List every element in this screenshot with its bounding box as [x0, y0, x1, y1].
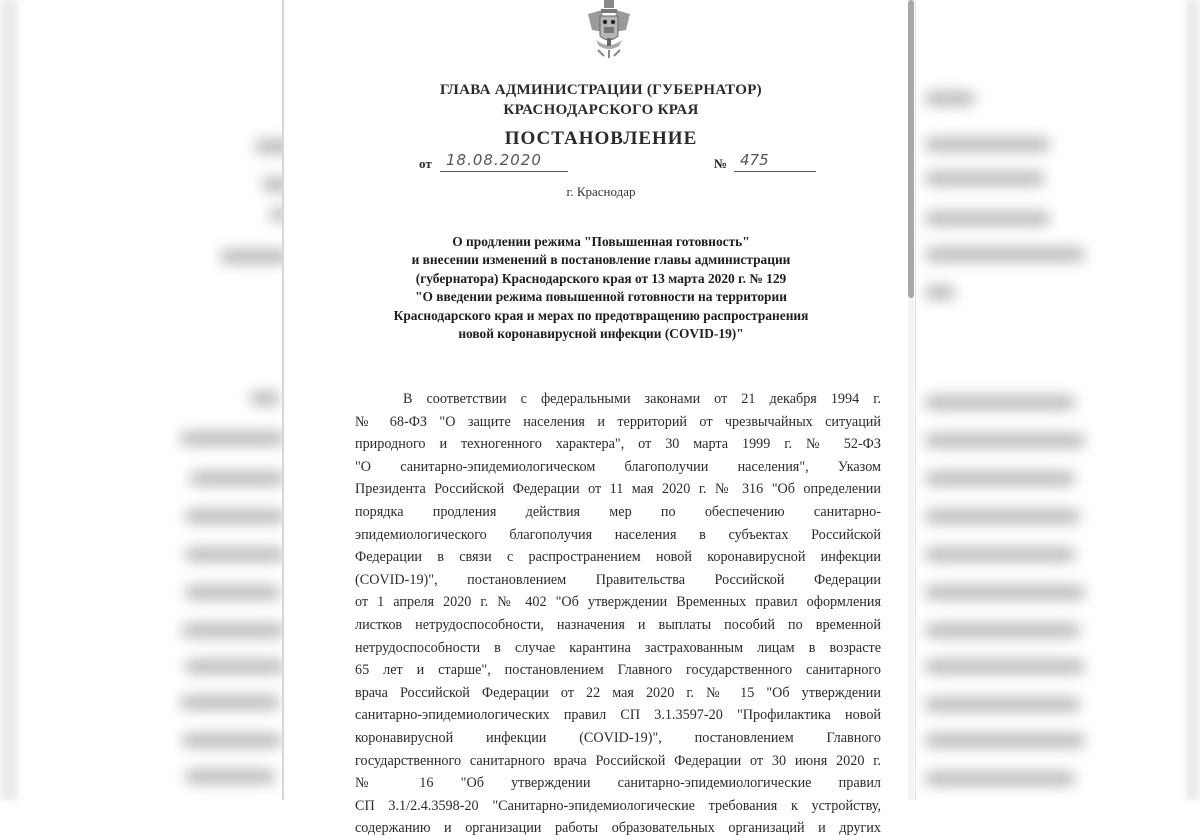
authority-line-2: КРАСНОДАРСКОГО КРАЯ: [503, 102, 699, 118]
date-value: 18.08.2020: [440, 151, 568, 172]
blurred-text-line: [925, 172, 1045, 185]
number-field: [714, 151, 769, 172]
body-line: государственного санитарного врача Российской Федерации от 30 июня 2020 г.: [355, 752, 881, 769]
blurred-text-line: [925, 212, 1050, 225]
title-line: Краснодарского края и мерах по предотвращению распространения: [393, 307, 809, 323]
title-line: О продлении режима "Повышенная готовность": [452, 234, 750, 249]
blurred-text-line: [185, 586, 280, 599]
body-line: листков нетрудоспособности, назначения и выплаты пособий по временной: [355, 616, 881, 633]
body-line: СП 3.1/2.4.3598-20 "Санитарно-эпидемиологические требования к устройству,: [355, 797, 881, 814]
blurred-text-line: [925, 92, 975, 105]
body-line: (COVID-19)", постановлением Правительства Российской Федерации: [355, 571, 881, 588]
body-line: природного и техногенного характера", от 30 марта 1999 г. № 52-ФЗ: [355, 436, 881, 453]
title-line: и внесении изменений в постановление главы администрации: [411, 252, 791, 268]
body-line: № 68-ФЗ "О защите населения и территорий от чрезвычайных ситуаций: [355, 413, 881, 430]
blurred-text-line: [190, 472, 285, 485]
blurred-text-line: [182, 734, 282, 747]
body-line: коронавирусной инфекции (COVID-19)", постановлением Главного: [355, 729, 881, 746]
body-line: 65 лет и старше", постановлением Главного государственного санитарного: [355, 662, 881, 679]
scrollbar-thumb[interactable]: [908, 0, 914, 298]
authority-line-1: ГЛАВА АДМИНИСТРАЦИИ (ГУБЕРНАТОР): [440, 82, 762, 98]
background-edge-right: [1186, 0, 1200, 800]
blurred-text-line: [925, 660, 1085, 673]
vertical-scrollbar[interactable]: [908, 0, 914, 800]
title-line: "О введении режима повышенной готовности на территории: [415, 289, 787, 305]
blurred-text-line: [925, 248, 1085, 261]
background-edge-left: [0, 0, 18, 800]
title-line: (губернатора) Краснодарского края от 13 марта 2020 г. № 129: [415, 270, 787, 286]
city: г. Краснодар: [566, 184, 636, 199]
title-line: новой коронавирусной инфекции (COVID-19)": [458, 326, 744, 342]
number-value: 475: [734, 151, 816, 172]
blurred-text-line: [925, 548, 1075, 561]
body-line: врача Российской Федерации от 22 мая 2020 г. № 15 "Об утверждении: [355, 684, 881, 701]
date-prefix: от: [419, 156, 432, 171]
document-body: [355, 388, 881, 840]
date-field: [419, 151, 542, 172]
blurred-text-line: [925, 286, 955, 299]
body-line: от 1 апреля 2020 г. № 402 "Об утверждении Временных правил оформления: [355, 594, 881, 611]
blurred-text-line: [185, 660, 285, 673]
body-line: "О санитарно-эпидемиологическом благополучии населения", Указом: [355, 458, 881, 475]
number-prefix: №: [714, 156, 728, 171]
blurred-text-line: [925, 472, 1075, 485]
coat-of-arms-icon: [584, 0, 634, 60]
body-line: В соответствии с федеральными законами от 21 декабря 1994 г.: [403, 391, 881, 407]
body-line: содержанию и организации работы образовательных организаций и других: [355, 820, 881, 837]
blurred-text-line: [925, 396, 1075, 409]
document-title: [344, 233, 858, 343]
authority-header: [284, 80, 918, 120]
blurred-text-line: [180, 432, 285, 445]
blurred-text-line: [925, 510, 1080, 523]
blurred-text-line: [925, 138, 1050, 151]
blurred-text-line: [250, 392, 280, 405]
blurred-text-line: [925, 586, 1085, 599]
document-page: [282, 0, 916, 837]
blurred-text-line: [185, 510, 285, 523]
body-line: нетрудоспособности в случае карантина застрахованным лицам в возрасте: [355, 639, 881, 656]
blurred-text-line: [220, 250, 290, 263]
blurred-text-line: [925, 734, 1085, 747]
blurred-text-line: [185, 548, 285, 561]
document-type: ПОСТАНОВЛЕНИЕ: [504, 128, 698, 149]
blurred-text-line: [180, 696, 280, 709]
blurred-text-line: [182, 624, 285, 637]
body-line: Федерации в связи с распространением новой коронавирусной инфекции: [355, 549, 881, 566]
body-line: Президента Российской Федерации от 11 мая 2020 г. № 316 "Об определении: [355, 481, 881, 498]
body-line: санитарно-эпидемиологических правил СП 3.1.3597-20 "Профилактика новой: [355, 707, 881, 724]
blurred-text-line: [925, 434, 1085, 447]
body-line: эпидемиологического благополучия населения в субъектах Российской: [355, 526, 881, 543]
blurred-text-line: [185, 770, 275, 783]
blurred-text-line: [925, 772, 1075, 785]
blurred-text-line: [925, 624, 1080, 637]
body-line: № 16 "Об утверждении санитарно-эпидемиологические правил: [355, 775, 881, 792]
blurred-text-line: [925, 698, 1080, 711]
body-line: порядка продления действия мер по обеспечению санитарно-: [355, 503, 881, 520]
